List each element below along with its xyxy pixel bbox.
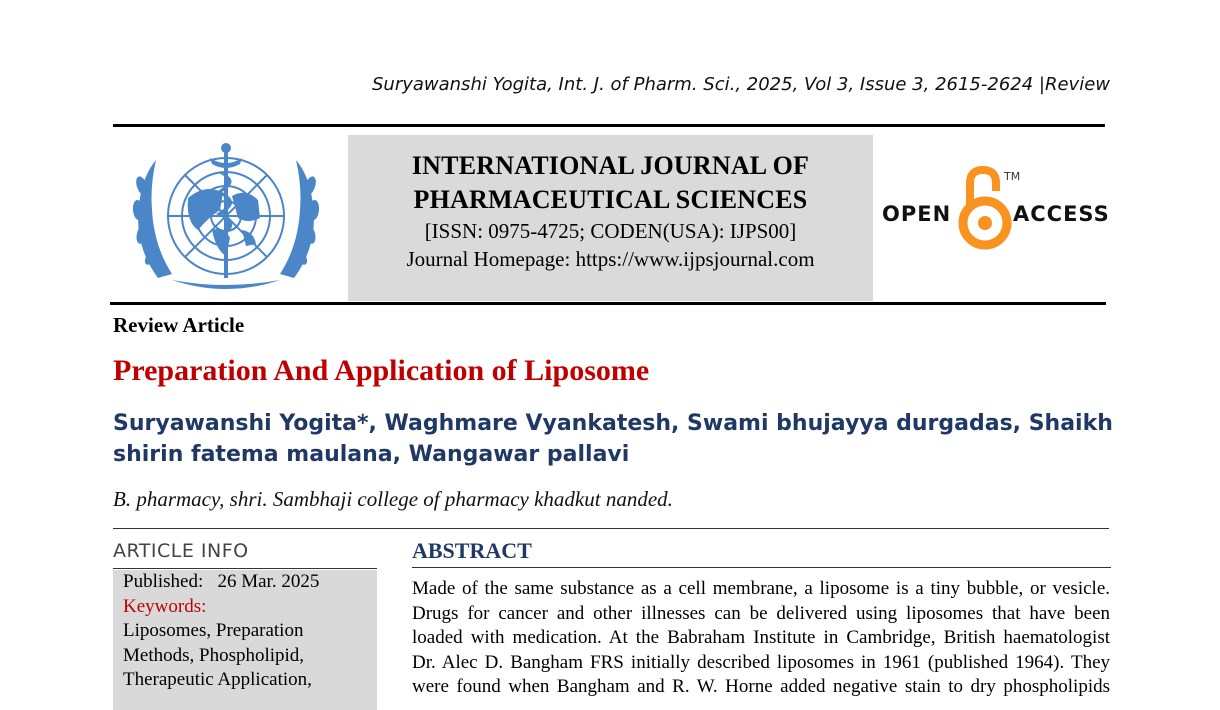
abstract-divider (412, 567, 1111, 568)
published-label: Published: (123, 571, 204, 592)
journal-masthead (348, 135, 873, 301)
keyword-line: Methods, Phospholipid, (123, 644, 305, 666)
abstract-heading: ABSTRACT (412, 538, 532, 563)
abstract-line: were found when Bangham and R. W. Horne added negative stain to dry phospholipids (412, 676, 1110, 697)
article-type: Review Article (113, 313, 245, 337)
header-bottom-rule (110, 302, 1106, 305)
published-row (123, 570, 377, 595)
open-access-access-word: ACCESS (1013, 202, 1110, 226)
article-info-divider (113, 568, 377, 569)
journal-issn: [ISSN: 0975-4725; CODEN(USA): IJPS00] (424, 219, 797, 243)
journal-name-line2: PHARMACEUTICAL SCIENCES (413, 185, 808, 214)
abstract-line: Made of the same substance as a cell membrane, a liposome is a tiny bubble, or vesicle. (412, 578, 1110, 599)
open-access-logo (880, 165, 1110, 255)
article-info-box (113, 570, 377, 710)
journal-homepage-link[interactable]: Journal Homepage: https://www.ijpsjournal.com (406, 247, 815, 271)
abstract-body (412, 577, 1110, 700)
article-title: Preparation And Application of Liposome (113, 354, 650, 387)
journal-name-line1: INTERNATIONAL JOURNAL OF (411, 151, 810, 180)
running-header: Suryawanshi Yogita, Int. J. of Pharm. Sci., 2025, Vol 3, Issue 3, 2615-2624 |Review (371, 74, 1110, 95)
published-date: 26 Mar. 2025 (217, 571, 320, 592)
abstract-line: loaded with medication. At the Babraham Institute in Cambridge, British haematologist (412, 627, 1110, 648)
open-access-open-word: OPEN (882, 202, 952, 226)
keywords-label: Keywords: (123, 595, 207, 617)
keyword-line: Liposomes, Preparation (123, 620, 304, 641)
author-line: shirin fatema maulana, Wangawar pallavi (113, 442, 630, 467)
affiliation-divider (113, 528, 1109, 529)
abstract-line: Dr. Alec D. Bangham FRS initially described liposomes in 1961 (published 1964). They (412, 651, 1110, 673)
keyword-line: Therapeutic Application, (123, 669, 312, 690)
journal-name (348, 149, 873, 217)
author-affiliation: B. pharmacy, shri. Sambhaji college of pharmacy khadkut nanded. (113, 487, 673, 511)
trademark-mark: TM (1004, 170, 1021, 183)
author-line: Suryawanshi Yogita*, Waghmare Vyankatesh, Swami bhujayya durgadas, Shaikh (113, 411, 1113, 436)
abstract-line: Drugs for cancer and other illnesses can be delivered using liposomes that have been (412, 602, 1110, 624)
header-top-rule (113, 124, 1105, 127)
article-info-heading: ARTICLE INFO (113, 540, 249, 562)
journal-emblem-logo (128, 138, 324, 298)
author-list (113, 408, 1113, 470)
